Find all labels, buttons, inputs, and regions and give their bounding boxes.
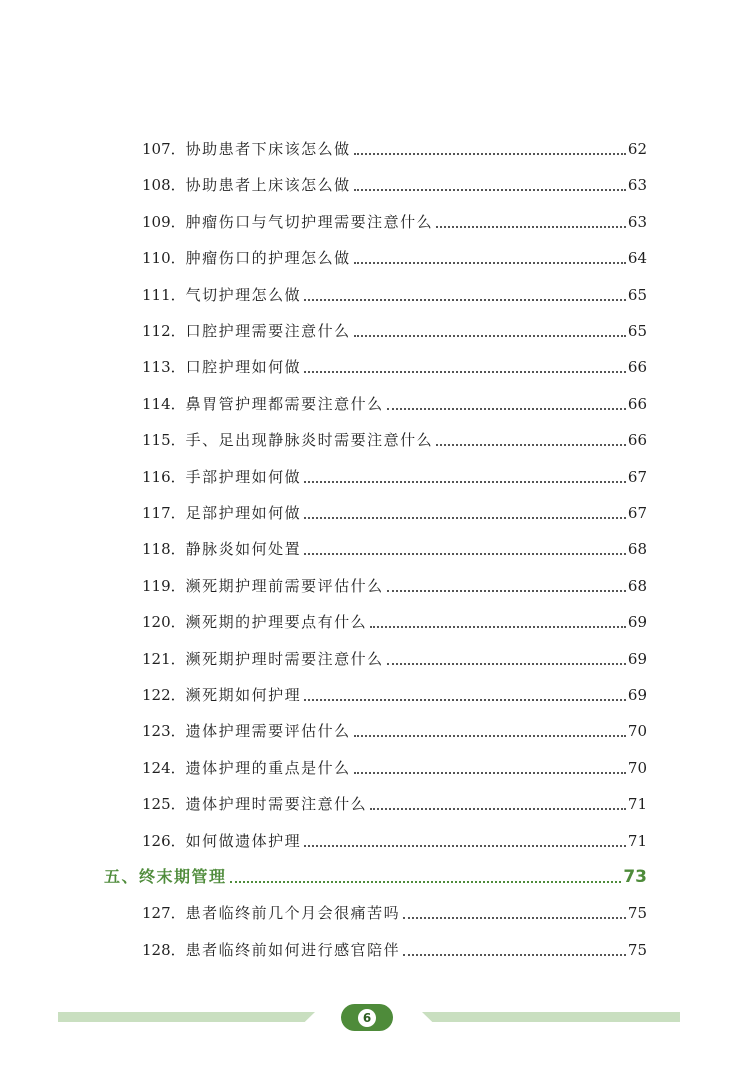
toc-entry-page: 63 — [627, 176, 647, 195]
toc-entry-number: 126． — [142, 831, 186, 850]
toc-entry-number: 110． — [142, 249, 186, 268]
toc-entry-number: 108． — [142, 176, 186, 195]
footer-bar-left — [58, 1012, 315, 1022]
toc-section-heading[interactable] — [104, 866, 647, 888]
toc-entry[interactable] — [142, 575, 647, 597]
toc-entry-title: 协助患者上床该怎么做 — [185, 176, 351, 195]
toc-entry[interactable] — [142, 939, 647, 961]
dot-leader — [304, 845, 626, 847]
toc-entry-title: 口腔护理需要注意什么 — [185, 322, 351, 340]
toc-entry-page: 75 — [627, 940, 647, 959]
toc-entry[interactable] — [142, 902, 647, 924]
toc-entry[interactable] — [142, 502, 647, 524]
toc-section-title: 五、终末期管理 — [104, 867, 227, 886]
page-number: 6 — [358, 1009, 376, 1027]
dot-leader — [436, 444, 626, 446]
toc-entry-number: 120． — [142, 613, 186, 632]
toc-entry-page: 63 — [627, 212, 647, 231]
dot-leader — [304, 699, 626, 701]
toc-entry-page: 65 — [627, 322, 647, 340]
toc-entry-number: 119． — [142, 576, 186, 595]
toc-entry-title: 患者临终前几个月会很痛苦吗 — [185, 904, 401, 923]
toc-entry-number: 128． — [142, 940, 186, 959]
toc-entry-title: 肿瘤伤口的护理怎么做 — [185, 249, 351, 268]
toc-entry[interactable] — [142, 174, 647, 196]
dot-leader — [354, 772, 626, 774]
toc-entry-number: 127． — [142, 904, 186, 923]
toc-entry[interactable] — [142, 247, 647, 269]
dot-leader — [354, 335, 626, 337]
dot-leader — [304, 371, 626, 373]
dot-leader — [354, 262, 626, 264]
toc-entry-title: 如何做遗体护理 — [185, 831, 302, 850]
toc-entry[interactable] — [142, 284, 647, 306]
toc-entry-page: 68 — [627, 576, 647, 595]
toc-entry[interactable] — [142, 429, 647, 451]
toc-entry[interactable] — [142, 648, 647, 670]
toc-entry-page: 66 — [627, 431, 647, 450]
toc-entry-title: 濒死期护理前需要评估什么 — [185, 576, 384, 595]
toc-entry-title: 患者临终前如何进行感官陪伴 — [185, 940, 401, 959]
toc-entry[interactable] — [142, 138, 647, 160]
dot-leader — [304, 299, 626, 301]
toc-entry-title: 静脉炎如何处置 — [185, 540, 302, 559]
toc-entry[interactable] — [142, 684, 647, 706]
toc-entry-number: 124． — [142, 758, 186, 777]
toc-entry[interactable] — [142, 393, 647, 415]
toc-entry-page: 69 — [627, 686, 647, 704]
dot-leader — [354, 735, 626, 737]
dot-leader — [403, 917, 626, 919]
toc-entry[interactable] — [142, 356, 647, 378]
dot-leader — [370, 808, 626, 810]
toc-entry-number: 115． — [142, 431, 186, 450]
dot-leader — [387, 408, 626, 410]
dot-leader — [387, 663, 626, 665]
dot-leader — [304, 553, 626, 555]
toc-entry-number: 114． — [142, 394, 186, 413]
toc-entry-number: 107． — [142, 140, 186, 158]
toc-entry-number: 121． — [142, 649, 186, 668]
toc-entry-page: 71 — [627, 795, 647, 814]
toc-entry-title: 肿瘤伤口与气切护理需要注意什么 — [185, 212, 434, 231]
toc-entry-number: 116． — [142, 467, 186, 486]
toc-entry-number: 123． — [142, 722, 186, 741]
page-number-badge — [341, 1004, 393, 1031]
toc-entry-page: 69 — [627, 649, 647, 668]
toc-entry-page: 71 — [627, 831, 647, 850]
toc-entry[interactable] — [142, 611, 647, 633]
toc-entry-page: 73 — [623, 867, 647, 887]
toc-entry-page: 67 — [627, 504, 647, 522]
toc-entry-page: 66 — [627, 358, 647, 377]
toc-entry-title: 遗体护理的重点是什么 — [185, 758, 351, 777]
toc-entry-number: 109． — [142, 212, 186, 231]
toc-entry-page: 62 — [627, 140, 647, 158]
dot-leader — [436, 226, 626, 228]
toc-entry-title: 手部护理如何做 — [185, 467, 302, 486]
dot-leader — [304, 517, 626, 519]
toc-entry[interactable] — [142, 830, 647, 852]
toc-entry[interactable] — [142, 466, 647, 488]
dot-leader — [354, 189, 626, 191]
toc-entry-title: 足部护理如何做 — [185, 504, 302, 522]
toc-entry-page: 66 — [627, 394, 647, 413]
toc-entry-title: 濒死期如何护理 — [185, 686, 302, 704]
toc-entry-title: 气切护理怎么做 — [185, 285, 302, 304]
toc-entry-page: 67 — [627, 467, 647, 486]
toc-entry-title: 手、足出现静脉炎时需要注意什么 — [185, 431, 434, 450]
toc-entry-title: 遗体护理时需要注意什么 — [185, 795, 368, 814]
toc-entry[interactable] — [142, 793, 647, 815]
toc-entry-page: 65 — [627, 285, 647, 304]
toc-entry-title: 鼻胃管护理都需要注意什么 — [185, 394, 384, 413]
toc-entry-page: 64 — [627, 249, 647, 268]
toc-entry-page: 75 — [627, 904, 647, 923]
dot-leader — [304, 481, 626, 483]
toc-entry-number: 111． — [142, 285, 186, 304]
toc-entry-title: 濒死期护理时需要注意什么 — [185, 649, 384, 668]
toc-entry-number: 113． — [142, 358, 186, 377]
footer-bar-right — [422, 1012, 680, 1022]
toc-entry-number: 125． — [142, 795, 186, 814]
dot-leader — [403, 954, 626, 956]
toc-entry-title: 濒死期的护理要点有什么 — [185, 613, 368, 632]
toc-entry[interactable] — [142, 320, 647, 342]
toc-entry-title: 口腔护理如何做 — [185, 358, 302, 377]
toc-entry[interactable] — [142, 757, 647, 779]
toc-entry-page: 68 — [627, 540, 647, 559]
dot-leader — [387, 590, 626, 592]
dot-leader — [354, 153, 626, 155]
toc-entry[interactable] — [142, 211, 647, 233]
toc-entry[interactable] — [142, 538, 647, 560]
toc-entry-page: 70 — [627, 722, 647, 741]
toc-entry-number: 112． — [142, 322, 186, 340]
toc-entry-number: 117． — [142, 504, 186, 522]
toc-entry-title: 协助患者下床该怎么做 — [185, 140, 351, 158]
toc-entry-number: 122． — [142, 686, 186, 704]
dot-leader — [230, 881, 622, 883]
dot-leader — [370, 626, 626, 628]
toc-entry-title: 遗体护理需要评估什么 — [185, 722, 351, 741]
toc-entry-page: 69 — [627, 613, 647, 632]
toc-entry-page: 70 — [627, 758, 647, 777]
toc-entry[interactable] — [142, 720, 647, 742]
toc-entry-number: 118． — [142, 540, 186, 559]
